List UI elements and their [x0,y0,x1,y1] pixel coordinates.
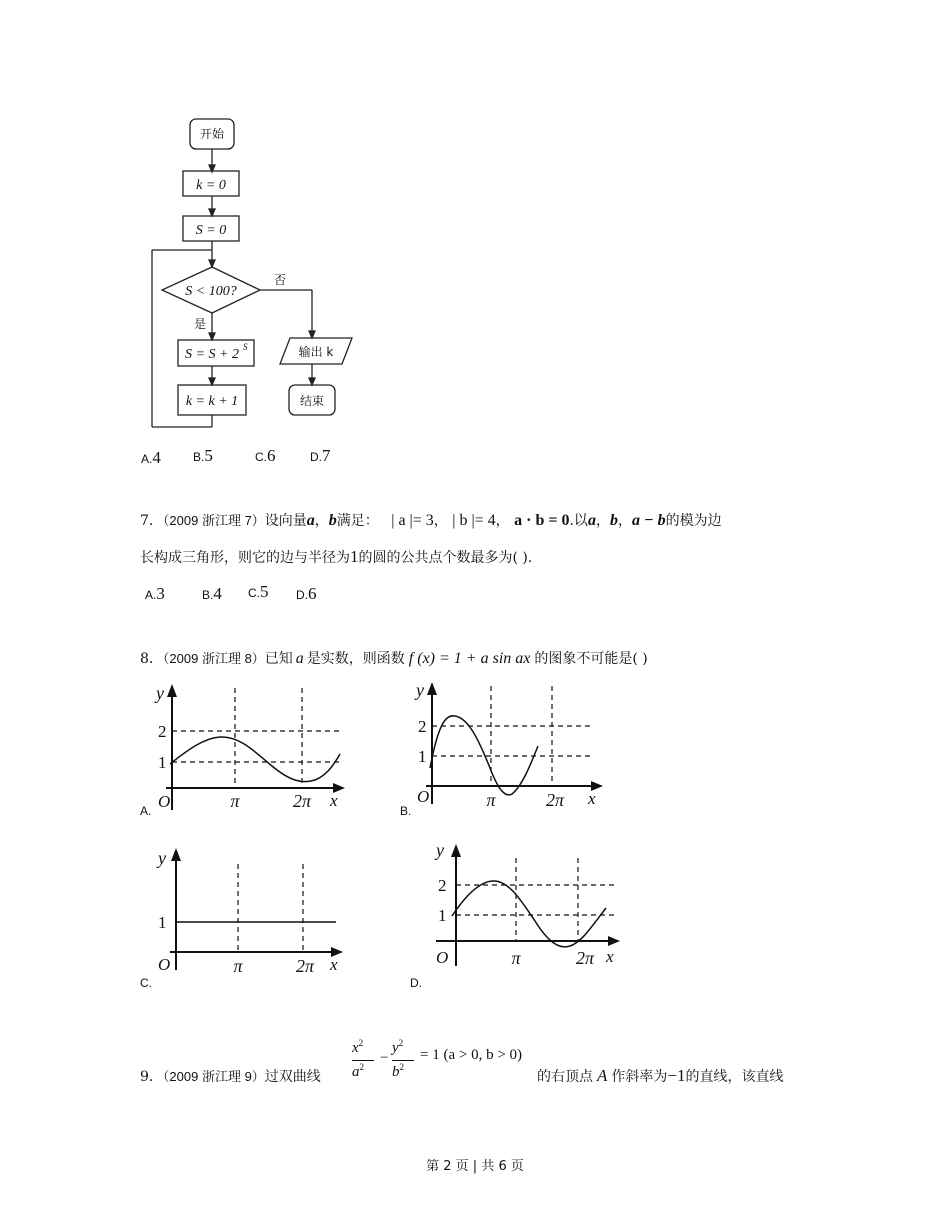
graph-a-curve [170,737,340,782]
svg-text:1: 1 [438,906,447,925]
q8-source: （2009 浙江理 8） [162,651,265,666]
q9-stem-end: 的右顶点 A 作斜率为−1的直线，该直线 [537,1066,784,1085]
svg-text:O: O [158,955,171,974]
svg-text:2: 2 [438,876,447,895]
q8-graph-c-label: C. [140,976,152,990]
svg-text:y: y [416,680,424,700]
flowchart-output-text: 输出 k [298,345,334,359]
svg-text:2π: 2π [545,790,565,810]
flowchart-start-text: 开始 [199,127,225,141]
q7-cond2: | b |= 4 [452,512,496,529]
svg-text:y: y [158,848,166,868]
svg-text:2: 2 [158,722,167,741]
q9-equation: $x^2$ $a^2$ − $y^2$ $b^2$ = 1 (a > 0, b > 0) [352,1038,523,1080]
flowchart-s-update-exponent: S [243,342,248,352]
graph-d-curve [452,881,606,947]
svg-text:O: O [436,948,449,967]
flowchart-k-init-text: k = 0 [196,178,226,193]
flowchart-s-update-text: S = S + 2 [185,347,239,362]
svg-text:x: x [588,789,596,808]
svg-text:1: 1 [418,747,427,766]
q7-option-d[interactable]: D.6 [296,584,317,603]
flowchart-no-label: 否 [274,273,287,287]
q7-option-b[interactable]: B.4 [202,584,222,603]
svg-text:O: O [417,787,430,806]
svg-text:2π: 2π [292,791,312,811]
q8-graph-b-label: B. [400,804,412,818]
svg-text:π: π [511,948,521,968]
svg-text:2π: 2π [295,956,315,976]
q7-number: 7． [140,513,163,529]
q8-graph-b[interactable] [400,676,620,816]
q8-function: f (x) = 1 + a sin ax [408,650,531,667]
q8-number: 8． [140,651,163,667]
q9-source: （2009 浙江理 9） [162,1069,265,1084]
svg-text:y: y [156,683,164,703]
q8-graph-a-label: A. [140,804,152,818]
svg-text:1: 1 [158,913,167,932]
svg-text:O: O [158,792,171,811]
q7-line1: 7．（2009 浙江理 7）设向量a，b满足： | a |= 3， | b |= 4， a · b = 0.以a，b，a − b的模为边 [140,512,722,529]
svg-text:2π: 2π [575,948,595,968]
q7-option-c[interactable]: C.5 [248,582,269,601]
flowchart-k-update-text: k = k + 1 [185,394,239,409]
flowchart [140,110,380,430]
q6-option-d[interactable]: D.7 [310,446,331,465]
svg-text:x: x [606,947,614,966]
q7-line2: 长构成三角形，则它的边与半径为1的圆的公共点个数最多为( ). [140,547,533,566]
q9-stem-start: 9．（2009 浙江理 9）过双曲线 [140,1069,321,1085]
q8-graph-d[interactable] [410,836,630,976]
svg-text:x: x [330,791,338,810]
q6-option-b[interactable]: B.5 [193,446,213,465]
q6-option-a[interactable]: A.4 [141,448,161,467]
svg-text:1: 1 [158,753,167,772]
flowchart-yes-label: 是 [194,317,207,331]
q7-option-a[interactable]: A.3 [145,584,165,603]
flowchart-condition-text: S < 100? [185,284,237,299]
svg-text:π: π [486,790,496,810]
q7-cond1: | a |= 3 [391,512,434,529]
svg-text:π: π [233,956,243,976]
svg-text:2: 2 [418,717,427,736]
q8-graph-c[interactable] [140,842,360,982]
q6-option-c[interactable]: C.6 [255,446,276,465]
q8-graph-d-label: D. [410,976,422,990]
flowchart-s-init-text: S = 0 [195,223,227,238]
svg-text:y: y [436,840,444,860]
q7-cond3: a · b = 0 [514,512,570,529]
page-footer: 第 2 页 | 共 6 页 [426,1159,524,1174]
q9-number: 9． [140,1069,163,1085]
q8-stem: 8．（2009 浙江理 8）已知 a 是实数，则函数 f (x) = 1 + a sin ax 的图象不可能是( ) [140,650,648,667]
q8-graph-a[interactable] [140,680,360,820]
flowchart-end-text: 结束 [299,394,325,408]
graph-b-curve [430,716,538,795]
q7-source: （2009 浙江理 7） [162,513,265,528]
svg-text:π: π [230,791,240,811]
svg-text:x: x [330,955,338,974]
